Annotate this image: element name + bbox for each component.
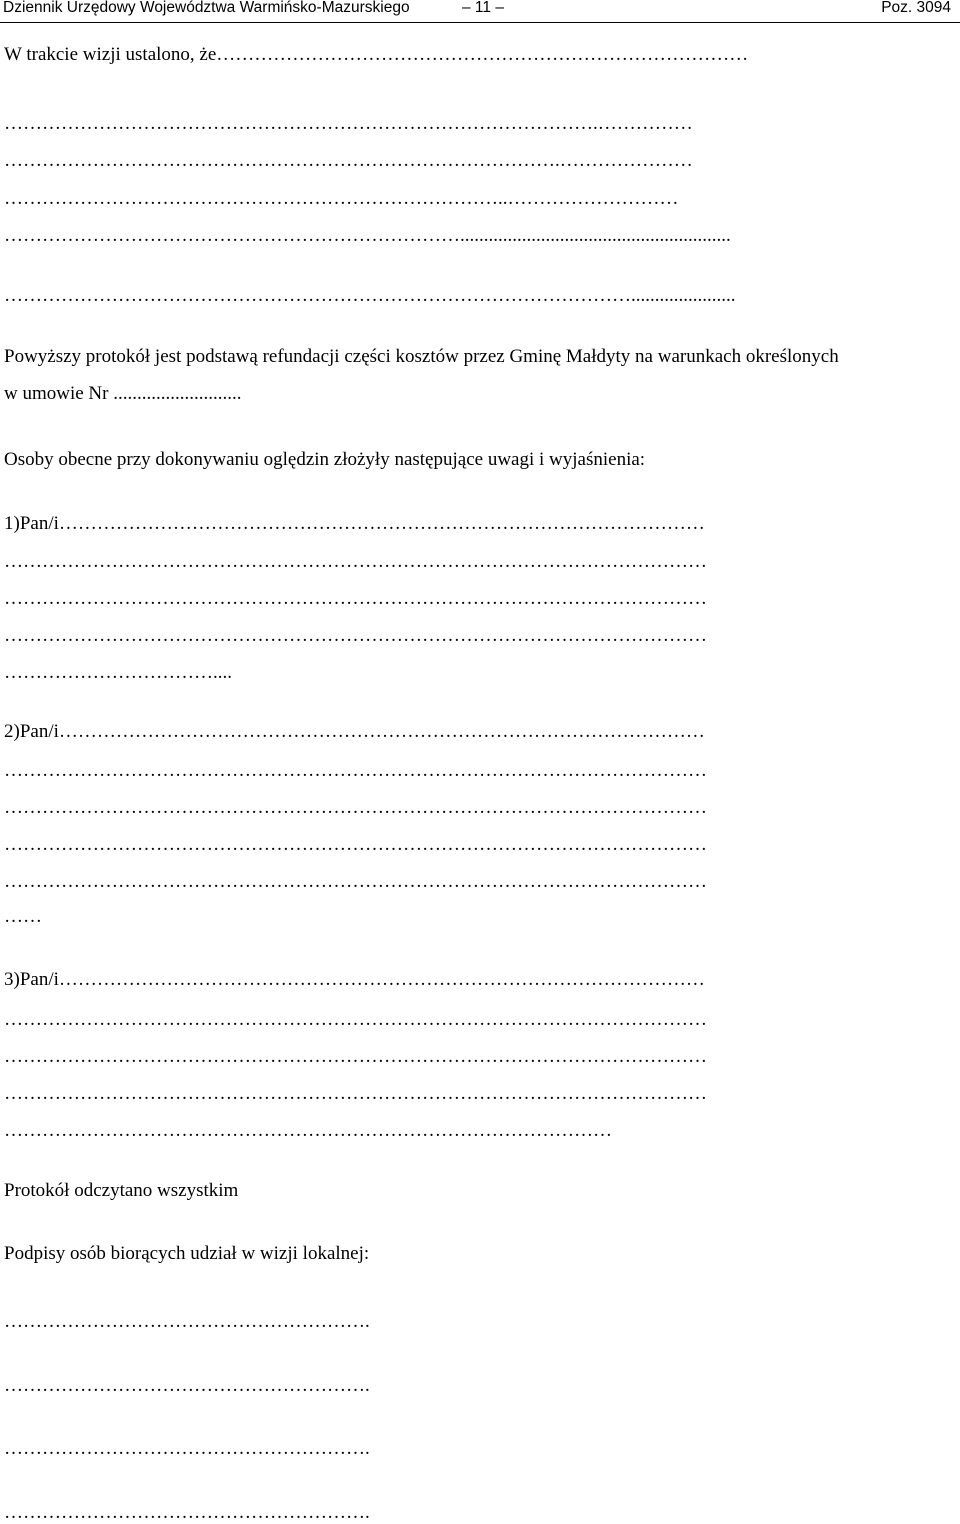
- dotted-line: …………………………………………………………………………………………………: [4, 760, 707, 781]
- page-number: – 11 –: [462, 0, 504, 16]
- dotted-line: …………………………………………………………………………………………………: [4, 1046, 707, 1067]
- dotted-line: …………………………………………………………………………………………………: [4, 551, 707, 572]
- signature-line: ………………………………………………….: [4, 1311, 370, 1332]
- dotted-line: …………………………………………………………………………………………………: [4, 871, 707, 892]
- inspection-intro: W trakcie wizji ustalono, że…………………………………………………………………………: [4, 44, 749, 65]
- signature-line: ………………………………………………….: [4, 1375, 370, 1396]
- person-label: 1)Pan/i…………………………………………………………………………………………: [4, 513, 705, 534]
- dotted-line: …………………………………………………………………………….…………………: [4, 150, 693, 171]
- person-label: 3)Pan/i…………………………………………………………………………………………: [4, 969, 705, 990]
- page-header: [0, 0, 960, 23]
- position-number: Poz. 3094: [881, 0, 951, 16]
- dotted-line: …………………………………………………………………………………………………: [4, 1009, 707, 1030]
- signature-line: ………………………………………………….: [4, 1502, 370, 1523]
- dotted-line: ………………………………………………………………………………….……………: [4, 113, 693, 134]
- dotted-line: …………………………………………………………………………………………………: [4, 797, 707, 818]
- signatures-heading: Podpisy osób biorących udział w wizji lokalnej:: [4, 1243, 370, 1264]
- journal-title: Dziennik Urzędowy Województwa Warmińsko-Mazurskiego: [3, 0, 410, 16]
- dotted-line: …………………………………………………………………………………………………: [4, 1083, 707, 1104]
- dotted-line: …………………………………………………………………………………………………: [4, 834, 707, 855]
- refund-text-line: Powyższy protokół jest podstawą refundacji części kosztów przez Gminę Małdyty na warunkach określonych: [4, 346, 839, 367]
- remarks-heading: Osoby obecne przy dokonywaniu oględzin złożyły następujące uwagi i wyjaśnienia:: [4, 449, 646, 470]
- signature-line: ………………………………………………….: [4, 1438, 370, 1459]
- dotted-line: …………………………………………………………………………………………………: [4, 625, 707, 646]
- dotted-line: ………………………………………………………………………………………......................: [4, 285, 736, 306]
- refund-agreement-number: w umowie Nr ...........................: [4, 383, 242, 404]
- dotted-line: …………………………………………………………………………………………………: [4, 588, 707, 609]
- person-label: 2)Pan/i…………………………………………………………………………………………: [4, 721, 705, 742]
- read-out-statement: Protokół odczytano wszystkim: [4, 1180, 239, 1201]
- dotted-line: ……: [4, 906, 42, 927]
- dotted-line: ……………………………………………………………….........................................................: [4, 225, 731, 246]
- dotted-line: ……………………………....: [4, 662, 232, 683]
- dotted-line: ……………………………………………………………………..………………………: [4, 188, 679, 209]
- dotted-line: ……………………………………………………………………………………: [4, 1120, 612, 1141]
